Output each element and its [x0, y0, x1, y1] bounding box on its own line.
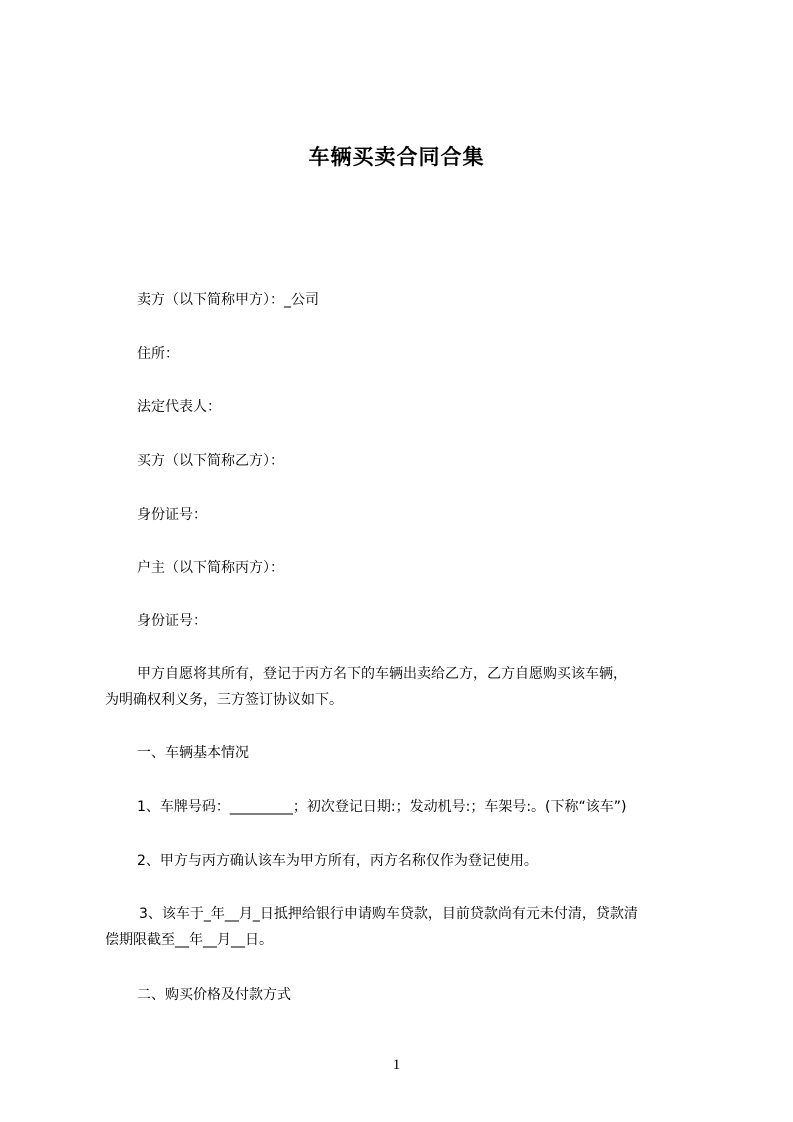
item-3-line-1: 3、该车于_年__月_日抵押给银行申请购车贷款，目前贷款尚有元未付清，贷款清 — [139, 906, 638, 922]
intro-line-1: 甲方自愿将其所有，登记于丙方名下的车辆出卖给乙方，乙方自愿购买该车辆， — [137, 666, 627, 682]
section-1-item-1: 1、车牌号码：_________；初次登记日期:；发动机号:；车架号:。(下称“该车”) — [137, 799, 627, 815]
section-1-heading: 一、车辆基本情况 — [137, 745, 249, 761]
buyer-line: 买方（以下简称乙方）： — [137, 453, 284, 469]
buyer-id-line: 身份证号： — [137, 507, 207, 523]
section-1-item-2: 2、甲方与丙方确认该车为甲方所有，丙方名称仅作为登记使用。 — [137, 853, 538, 869]
section-2-heading: 二、购买价格及付款方式 — [137, 987, 291, 1003]
item-3-line-2: 偿期限截至__年__月__日。 — [105, 932, 273, 948]
seller-line: 卖方（以下简称甲方）：_公司 — [137, 292, 319, 308]
address-line: 住所： — [137, 346, 179, 362]
owner-id-line: 身份证号： — [137, 613, 207, 629]
page-number: 1 — [392, 1057, 401, 1073]
intro-paragraph — [105, 661, 715, 713]
owner-line: 户主（以下简称丙方）： — [137, 560, 284, 576]
document-title: 车辆买卖合同合集 — [308, 145, 485, 169]
legal-representative-line: 法定代表人： — [137, 399, 221, 415]
section-1-item-3 — [105, 901, 715, 953]
intro-line-2: 为明确权利义务，三方签订协议如下。 — [105, 692, 343, 708]
